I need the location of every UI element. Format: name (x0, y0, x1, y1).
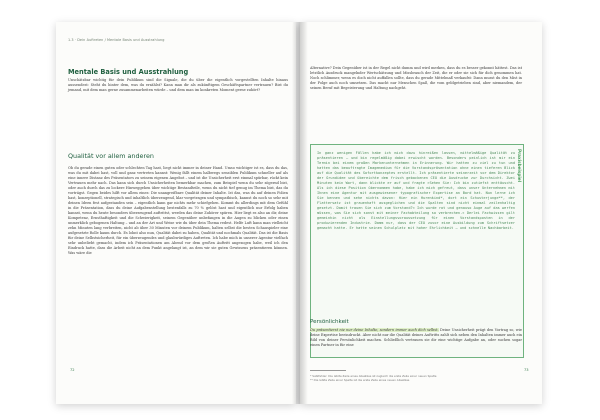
page-number-right: 73 (524, 368, 529, 372)
main-paragraph: Ob du gerade einen guten oder schlechten Tag hast, liegt nicht immer in deiner Hand. Umso wichtiger ist es, dass du das, was du mit dabei hast, voll und ganz vertreten kannst: Wenig fällt einem halbwegs sensiblen Publikum schneller auf als eine innere Distanz des Präsentators zu seinem eigenen Angebot – und ist die Unsicherheit erst einmal spürbar, rückt kein Vertrauen mehr nach. Das kann sich durch Unsicherheiten bemerkbar machen, zum Beispiel wenn du sehr zögernd bist, oder auch durch das zu lockere Hinweggehen über wichtige Bestandteile, wenn du nicht tief genug im Thema bist, das du vorträgst. Gegen beides hilft vor allem eines: Die unangreifbare Qualität deiner Inhalte. Ist das, was du auf deinen Folien hast, konzeptionell, strategisch und inhaltlich überzeugend, klar vorgetragen und sympathisch, kannst du noch so sehr mit deinen Ideen fest aufgestanden sein – eigentlich kann gar nichts mehr schiefgehen. Kommt du allerdings mit dem Gefühl in die Präsentation, dass du deine Aufgabenstellung bestenfalls zu 70 % gelöst hast und eigentlich nur Erfolg haben kannst, wenn du heute besonders überzeugend auftrittst, werden das deine Zuhörer spüren. Hier liegt es also an dir, deine Kompetenz, Ernsthaftigkeit und die Schwierigkeit, seinem Gegenüber unbefangen in die Augen zu blicken oder einen unmerklich gebogenen Haltung – und an der Art und Weise wie du über dein Thema redest. Helfe Luft kann man vielleicht zehn Minuten lang verbreiten, nicht ab über 30 Minuten vor deinem Publikum, halten selbst die besten Schauspieler eine aufgesetzte Rolle kaum durch. Es lohnt also nun, Qualität dabei zu haben, Qualität und nochmals Qualität. Das ist die Basis für deine Selbstsicherheit, für ein überzeugendes und glaubwürdiges Auftreten. Ich habe mich in unserer Agentur vielfach sehr unbeliebt gemacht, indem ich Präsentationen am Abend vor dem großen Auftritt angezogen habe, weil ich den Eindruck hatte, dass die Arbeit nicht an dem Punkt angelangt ist, an dem wir sie guten Gewissens präsentieren können. Was wäre die (68, 166, 288, 255)
footnote: * Satzfehler: Die letzte Zeile eines Absatzes ist zugleich die erste Zeile einer neuen Spalte (310, 374, 437, 378)
footnote-rule (310, 370, 346, 371)
running-head: 1.3 · Dein Auftreten / Mentale Basis und Ausstrahlung (68, 38, 165, 42)
closing-paragraph (68, 350, 288, 368)
page-number-left: 72 (70, 368, 75, 372)
continuation-paragraph: Alternative? Dein Gegenüber ist in der Regel nicht dumm und wird merken, dass du es besser gekonnt hättest. Das ist letztlich Ausdruck mangelnder Wertschätzung und Missbrauch der Zeit, die er oder sie sich für dich genommen hat. Noch schlimmer, wenn es doch nicht auffallen sollte, dass du gerade Mittelmaß verkaufst: Dann musst du den Mist in der Folge auch noch umsetzen. Das macht nur Menschen Spaß, die vom geldgetrieben sind, aber niemandem, der seinen Beruf mit Begeisterung und Haltung nachgeht. (310, 66, 522, 90)
right-page (300, 22, 542, 404)
section-heading-personality: Persönlichkeit (310, 319, 349, 325)
chapter-heading: Mentale Basis und Ausstrahlung (68, 68, 189, 76)
left-page (56, 22, 296, 404)
intro-paragraph: Unschätzbar wichtig für dein Publikum sind die Signale, die du über die eigentlich vorgestellten Inhalte hinaus aussendest: Steht du hinter dem, was du erzählst? Kann man dir als zukünftigem Geschäftspartner vertrauen? Bist du jemand, mit dem man gerne zusammenarbeiten würde – und dem man im konkreten Moment gerne zuhört? (68, 78, 288, 92)
footnote: ** Die letzte Zeile einer Spalte ist die erste Zeile eines neuen Absatzes (310, 378, 410, 382)
highlighted-lead-sentence: Du präsentierst nie nur deine Inhalte, sondern immer auch dich selbst. (310, 328, 439, 332)
section-heading: Qualität vor allem anderen (68, 152, 154, 160)
book-gutter (292, 22, 308, 404)
paragraph-rest: Deine Unsicherheit prägt den Vortrag so, wie deine Expertise beeindruckt. Aber nicht nur die Qualität deines Auftritts zahlt sich neben den Inhalten immer auch ein Bild von deiner Persönlichkeit machen. Schließlich vertrauen sie dir eine wichtige Aufgabe an, oder suchen sogar einen Partner in für eine (310, 328, 522, 347)
example-box-text: In ganz wenigen Fällen habe ich mich dazu hinreißen lassen, mittelmäßige Qualität zu präsentieren – und bin regelmäßig dabei erwischt worden. Besonders peinlich ist mir ein Termin bei einem großen Markenunternehmen in Erinnerung. Wir hatten zu viel zu tun und hatten das beauftragte Imagemedium für die Vorstandspräsentation ohne einen tieferen Blick auf die Qualität des Sofortkonzeptes erstellt. Ich präsentierte seinerzeit vor dem Direktor der Grundidee und übereichte dem frisch gebackenen CEO die Ausdrucke zur Durchsicht. Zwei Minuten kein Wort, dann blickte er auf und fragte »Sehen Sie: Ich bin zutiefst enttäuscht. Als ich diese Position übernommen habe, habe ich mich gefreut, dass unser Unternehmen mit Ihnen eine Agentur mit ausgewiesener typografischer Expertise an Bord hat. Nun lerne ich Sie kennen und sehe nichts davon: Hier ein Hurenkind*, dort ein Schusterjunge**, der Flattersatz ist grauenhaft ausgeglichen und die Spalten sind nicht einmal zeilenhaltig gesetzt. Damit trauen Sie sich zum Vorstand?« Ich wurde rot und genauso Auge auf das werfen müssen, was Sie sich sonst mit meiner Fachabteilung so verbrechen.« Derlei Fachwissen gilt gemeinhin nicht als Einstellungsvoraussetzung für einen Vorstandsposten in der produzierenden Industrie. Damm nur, dass der CEO zuvor eine Ausbildung zum Schriftsetzer gemacht hatte. Er hatte seinen Schulplatz mit hoher Ehrlichkeit – und schnelle Nachbarbeit. (317, 151, 515, 230)
footnotes (310, 374, 522, 382)
personality-paragraph (310, 328, 522, 350)
example-box (310, 144, 524, 358)
example-box-label: Praxisbeispiel (517, 149, 522, 183)
